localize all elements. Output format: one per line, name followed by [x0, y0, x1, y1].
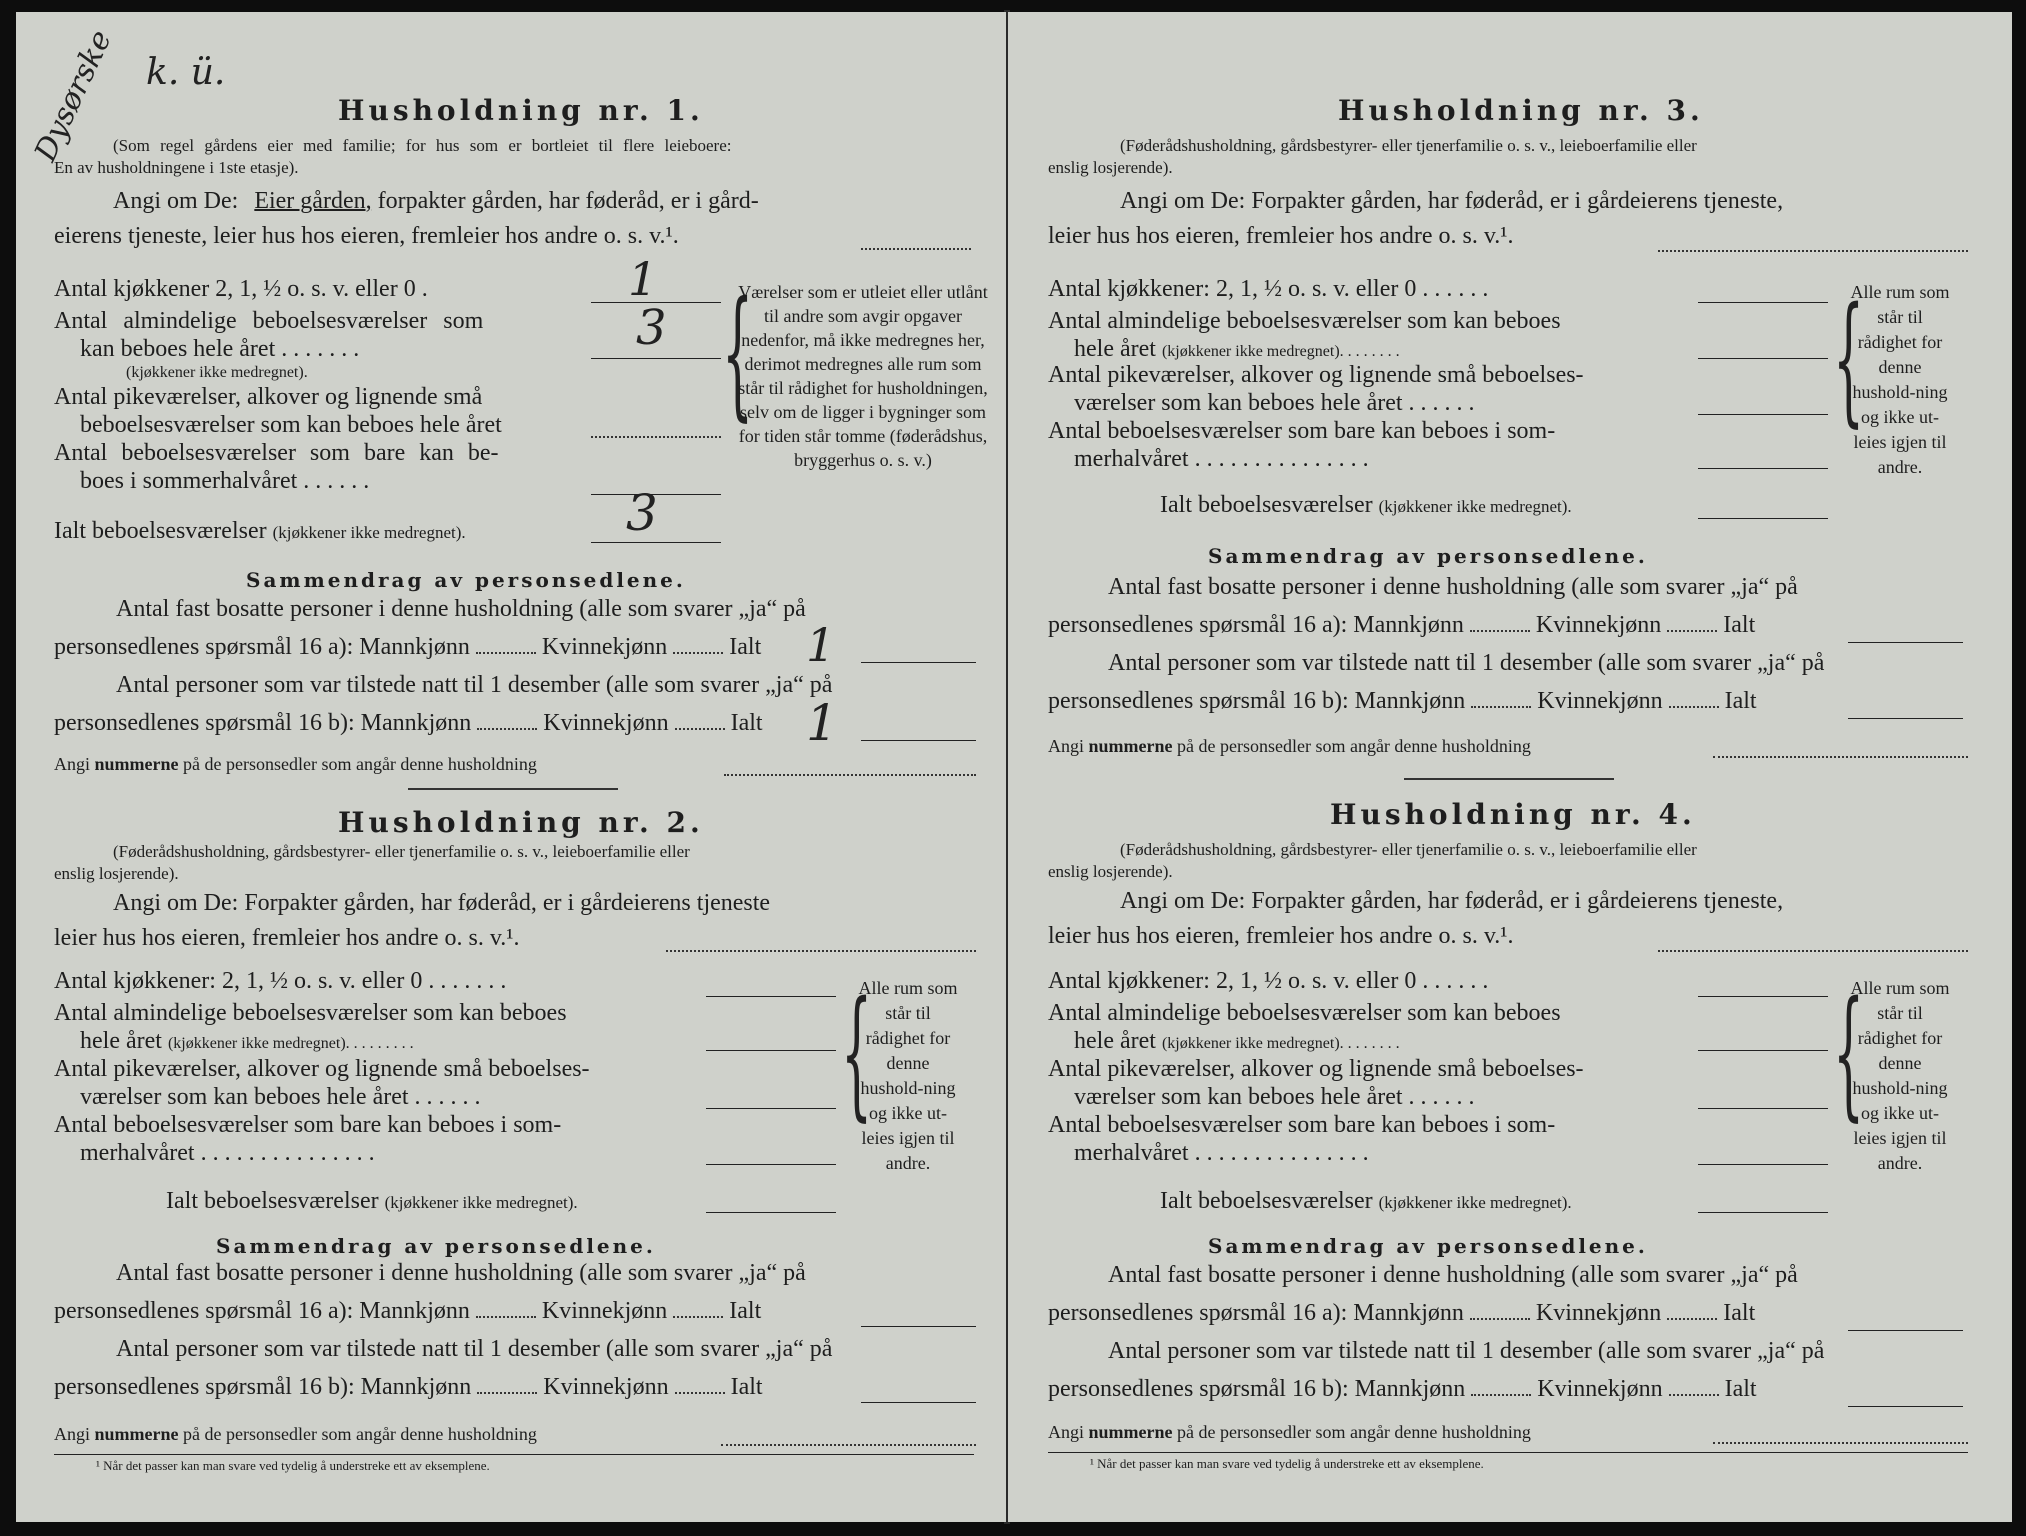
h2-ialt: Ialt beboelsesværelser	[166, 1188, 379, 1214]
h4-ialt-note: (kjøkkener ikke medregnet).	[1378, 1193, 1572, 1212]
ialt-label: Ialt	[1723, 612, 1756, 638]
left-page	[16, 12, 1006, 1522]
fast-line-2: personsedlenes spørsmål 16 a): Mannkjønn	[54, 634, 470, 660]
brace: {	[722, 272, 754, 435]
kvinne-label: Kvinnekjønn	[1535, 1300, 1662, 1326]
kvinne-label: Kvinnekjønn	[543, 1374, 669, 1400]
h3-alm-2a: hele året	[1074, 336, 1156, 362]
handwritten-rooms: 3	[636, 300, 667, 356]
sommer-line-2: boes i sommerhalvåret . . . . . .	[80, 468, 370, 494]
handwritten-16b-count: 1	[806, 694, 838, 752]
nummer-rest: på de personsedler som angår denne husholdning	[1177, 736, 1531, 756]
h4-pike-1: Antal pikeværelser, alkover og lignende små beboelses-	[1048, 1056, 1584, 1082]
tilst-line-1: Antal personer som var tilstede natt til 1 desember (alle som svarer „ja“ på	[116, 672, 833, 698]
ialt-label: Ialt	[730, 1374, 763, 1400]
h3-angi-1: Angi om De: Forpakter gården, har føderåd, er i gårdeierens tjeneste,	[1120, 188, 1784, 214]
h4-ialt: Ialt beboelsesværelser	[1160, 1188, 1373, 1214]
angi-options: forpakter gården, har føderåd, er i gård-	[377, 188, 759, 214]
side-note: Værelser som er utleiet eller utlånt til andre som avgir opgaver nedenfor, må ikke medregnes her, derimot medregnes alle rum som står til rådighet for husholdningen, selv om de ligger i bygninger som for tiden står tomme (føderådshus, bryggerhus o. s. v.)	[738, 282, 988, 470]
h2-side-note: Alle rum som står til rådighet for denne hushold-ning og ikke ut-leies igjen til andre.	[858, 978, 958, 1173]
h4-fast-1: Antal fast bosatte personer i denne husholdning (alle som svarer „ja“ på	[1108, 1262, 1798, 1288]
h3-sommer-1: Antal beboelsesværelser som bare kan beboes i som-	[1048, 418, 1556, 444]
h2-fast-2: personsedlenes spørsmål 16 a): Mannkjønn	[54, 1298, 470, 1324]
angi-eier-underlined: Eier gården,	[254, 188, 372, 214]
sommer-line-1: Antal beboelsesværelser som bare kan be-	[54, 440, 499, 466]
household-3-title: Husholdning nr. 3.	[1338, 94, 1704, 127]
nummer-bold: nummerne	[1088, 736, 1173, 756]
nummer-label: Angi	[54, 1424, 90, 1444]
fast-line-1: Antal fast bosatte personer i denne husholdning (alle som svarer „ja“ på	[116, 596, 806, 622]
h4-angi-2: leier hus hos eieren, fremleier hos andre o. s. v.¹.	[1048, 923, 1514, 949]
kvinne-label: Kvinnekjønn	[541, 1298, 668, 1324]
h4-alm-2b: (kjøkkener ikke medregnet). . . . . . . .	[1161, 1035, 1400, 1052]
handwritten-kitchens: 1	[628, 252, 658, 306]
h2-fast-1: Antal fast bosatte personer i denne husholdning (alle som svarer „ja“ på	[116, 1260, 806, 1286]
h3-angi-2: leier hus hos eieren, fremleier hos andre o. s. v.¹.	[1048, 223, 1514, 249]
handwritten-total-rooms: 3	[626, 484, 658, 542]
pike-line-2: beboelsesværelser som kan beboes hele året	[80, 412, 502, 438]
household-1-angi-line-2: eierens tjeneste, leier hus hos eieren, fremleier hos andre o. s. v.¹.	[54, 223, 679, 249]
household-3-note-1: (Føderådshusholdning, gårdsbestyrer- eller tjenerfamilie o. s. v., leieboerfamilie eller	[1120, 136, 1697, 155]
brace: {	[1833, 972, 1865, 1135]
h4-tilst-1: Antal personer som var tilstede natt til 1 desember (alle som svarer „ja“ på	[1108, 1338, 1825, 1364]
h4-kjokken: Antal kjøkkener: 2, 1, ½ o. s. v. eller 0 . . . . . .	[1048, 968, 1489, 994]
h4-pike-2: værelser som kan beboes hele året . . . . . .	[1074, 1084, 1475, 1110]
h2-alm-2a: hele året	[80, 1028, 162, 1054]
ialt-note: (kjøkkener ikke medregnet).	[272, 523, 466, 542]
h4-alm-1: Antal almindelige beboelsesværelser som kan beboes	[1048, 1000, 1561, 1026]
household-1-note-2: En av husholdningene i 1ste etasje).	[54, 158, 299, 177]
h4-sommer-1: Antal beboelsesværelser som bare kan beboes i som-	[1048, 1112, 1556, 1138]
footnote: ¹ Når det passer kan man svare ved tydelig å understreke ett av eksemplene.	[1090, 1456, 1484, 1471]
handwritten-note: Dysørske	[28, 24, 119, 167]
h4-sommer-2: merhalvåret . . . . . . . . . . . . . . .	[1074, 1140, 1369, 1166]
h3-side-note: Alle rum som står til rådighet for denne hushold-ning og ikke ut-leies igjen til andre.	[1850, 282, 1950, 477]
kvinne-label: Kvinnekjønn	[1535, 612, 1662, 638]
nummer-rest: på de personsedler som angår denne husholdning	[183, 1424, 537, 1444]
household-2-note-2: enslig losjerende).	[54, 864, 179, 883]
household-2-note-1: (Føderådshusholdning, gårdsbestyrer- eller tjenerfamilie o. s. v., leieboerfamilie eller	[113, 842, 690, 861]
kjokken-label: Antal kjøkkener 2, 1, ½ o. s. v. eller 0 .	[54, 276, 428, 302]
kvinne-label: Kvinnekjønn	[543, 710, 669, 736]
h2-pike-1: Antal pikeværelser, alkover og lignende små beboelses-	[54, 1056, 590, 1082]
household-1-title: Husholdning nr. 1.	[338, 94, 704, 127]
kvinne-label: Kvinnekjønn	[541, 634, 668, 660]
h3-tilst-2: personsedlenes spørsmål 16 b): Mannkjønn	[1048, 688, 1466, 714]
brace: {	[1833, 278, 1865, 441]
h3-fast-2: personsedlenes spørsmål 16 a): Mannkjønn	[1048, 612, 1464, 638]
h4-alm-2a: hele året	[1074, 1028, 1156, 1054]
h2-pike-2: værelser som kan beboes hele året . . . . . .	[80, 1084, 481, 1110]
ialt-label: Ialt	[729, 1298, 762, 1324]
h3-tilst-1: Antal personer som var tilstede natt til 1 desember (alle som svarer „ja“ på	[1108, 650, 1825, 676]
nummer-bold: nummerne	[1088, 1422, 1173, 1442]
h4-tilst-2: personsedlenes spørsmål 16 b): Mannkjønn	[1048, 1376, 1466, 1402]
h4-angi-1: Angi om De: Forpakter gården, har føderåd, er i gårdeierens tjeneste,	[1120, 888, 1784, 914]
household-4-note-2: enslig losjerende).	[1048, 862, 1173, 881]
h3-ialt: Ialt beboelsesværelser	[1160, 492, 1373, 518]
ialt-label: Ialt beboelsesværelser	[54, 518, 267, 544]
footnote: ¹ Når det passer kan man svare ved tydelig å understreke ett av eksemplene.	[96, 1458, 490, 1473]
h2-alm-2b: (kjøkkener ikke medregnet). . . . . . . . .	[167, 1035, 414, 1052]
ialt-label: Ialt	[1723, 1300, 1756, 1326]
h3-alm-2b: (kjøkkener ikke medregnet). . . . . . . .	[1161, 343, 1400, 360]
kvinne-label: Kvinnekjønn	[1537, 688, 1663, 714]
h2-alm-1: Antal almindelige beboelsesværelser som kan beboes	[54, 1000, 567, 1026]
h2-summary-title: Sammendrag av personsedlene.	[216, 1234, 656, 1258]
h3-pike-1: Antal pikeværelser, alkover og lignende små beboelses-	[1048, 362, 1584, 388]
h3-summary-title: Sammendrag av personsedlene.	[1208, 544, 1648, 568]
nummer-bold: nummerne	[94, 754, 179, 774]
h3-sommer-2: merhalvåret . . . . . . . . . . . . . . .	[1074, 446, 1369, 472]
ialt-label: Ialt	[1724, 688, 1757, 714]
h2-tilst-1: Antal personer som var tilstede natt til 1 desember (alle som svarer „ja“ på	[116, 1336, 833, 1362]
h4-side-note: Alle rum som står til rådighet for denne hushold-ning og ikke ut-leies igjen til andre.	[1850, 978, 1950, 1173]
h2-tilst-2: personsedlenes spørsmål 16 b): Mannkjønn	[54, 1374, 472, 1400]
household-1-note-1: (Som regel gårdens eier med familie; for hus som er bortleiet til flere leieboere:	[113, 136, 732, 155]
household-2-title: Husholdning nr. 2.	[338, 806, 704, 839]
nummer-label: Angi	[1048, 736, 1084, 756]
h3-fast-1: Antal fast bosatte personer i denne husholdning (alle som svarer „ja“ på	[1108, 574, 1798, 600]
nummer-label: Angi	[54, 754, 90, 774]
h4-fast-2: personsedlenes spørsmål 16 a): Mannkjønn	[1048, 1300, 1464, 1326]
nummer-rest: på de personsedler som angår denne husholdning	[1177, 1422, 1531, 1442]
right-page	[1008, 12, 2012, 1522]
alm-line-2: kan beboes hele året . . . . . . .	[80, 336, 360, 362]
household-2-angi-1: Angi om De: Forpakter gården, har føderåd, er i gårdeierens tjeneste	[113, 890, 771, 916]
h2-sommer-1: Antal beboelsesværelser som bare kan beboes i som-	[54, 1112, 562, 1138]
pike-line-1: Antal pikeværelser, alkover og lignende små	[54, 384, 483, 410]
h2-ialt-note: (kjøkkener ikke medregnet).	[384, 1193, 578, 1212]
ialt-16a-label: Ialt	[729, 634, 762, 660]
h3-pike-2: værelser som kan beboes hele året . . . . . .	[1074, 390, 1475, 416]
ialt-16b-label: Ialt	[730, 710, 763, 736]
household-4-title: Husholdning nr. 4.	[1330, 798, 1696, 831]
h4-summary-title: Sammendrag av personsedlene.	[1208, 1234, 1648, 1258]
summary-title: Sammendrag av personsedlene.	[246, 568, 686, 592]
ialt-label: Ialt	[1724, 1376, 1757, 1402]
household-3-note-2: enslig losjerende).	[1048, 158, 1173, 177]
h3-kjokken: Antal kjøkkener: 2, 1, ½ o. s. v. eller 0 . . . . . .	[1048, 276, 1489, 302]
alm-line-3: (kjøkkener ikke medregnet).	[126, 364, 308, 381]
handwritten-initials: k. ü.	[146, 52, 226, 93]
kvinne-label: Kvinnekjønn	[1537, 1376, 1663, 1402]
handwritten-16a-count: 1	[806, 618, 836, 672]
brace: {	[841, 972, 873, 1135]
alm-line-1: Antal almindelige beboelsesværelser som	[54, 308, 484, 334]
angi-label: Angi om De:	[113, 188, 239, 214]
h3-ialt-note: (kjøkkener ikke medregnet).	[1378, 497, 1572, 516]
nummer-rest: på de personsedler som angår denne husholdning	[183, 754, 537, 774]
household-2-angi-2: leier hus hos eieren, fremleier hos andre o. s. v.¹.	[54, 925, 520, 951]
h2-sommer-2: merhalvåret . . . . . . . . . . . . . . .	[80, 1140, 375, 1166]
nummer-bold: nummerne	[94, 1424, 179, 1444]
tilst-line-2: personsedlenes spørsmål 16 b): Mannkjønn	[54, 710, 472, 736]
h2-kjokken: Antal kjøkkener: 2, 1, ½ o. s. v. eller 0 . . . . . . .	[54, 968, 507, 994]
household-4-note-1: (Føderådshusholdning, gårdsbestyrer- eller tjenerfamilie o. s. v., leieboerfamilie eller	[1120, 840, 1697, 859]
h3-alm-1: Antal almindelige beboelsesværelser som kan beboes	[1048, 308, 1561, 334]
nummer-label: Angi	[1048, 1422, 1084, 1442]
